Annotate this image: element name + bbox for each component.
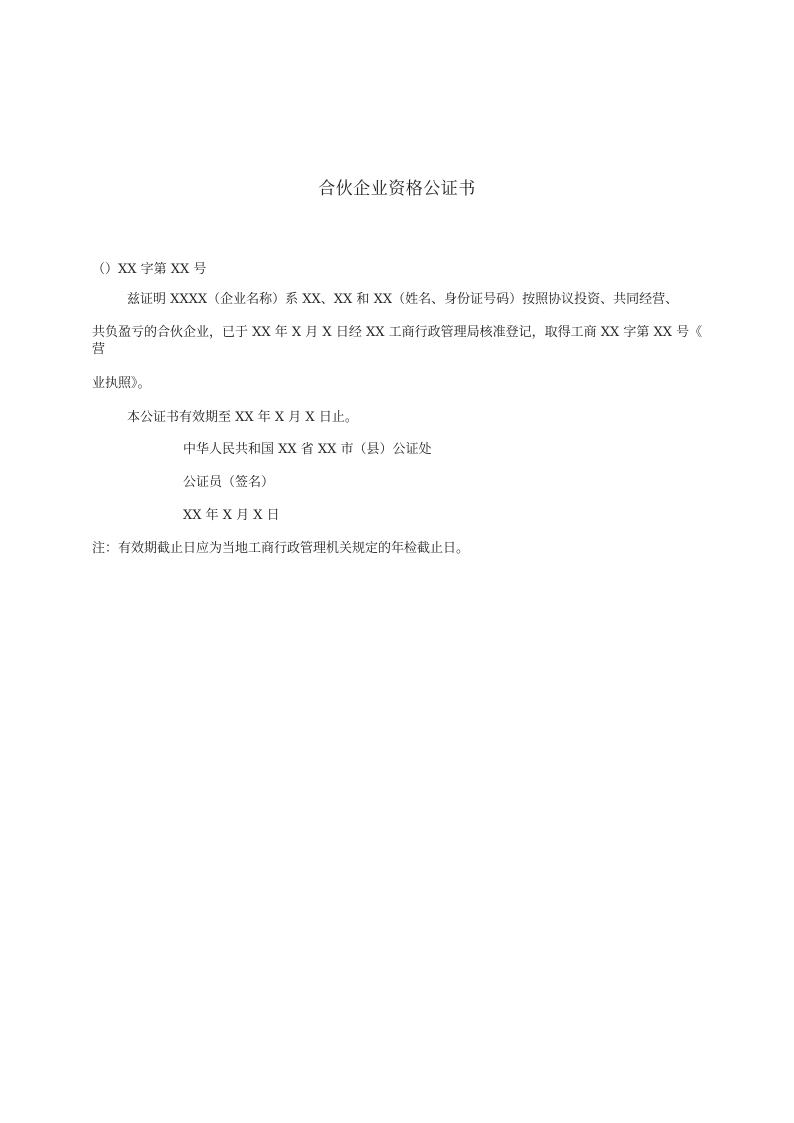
notary-signature: 公证员（签名）: [183, 475, 275, 490]
body-paragraph-1-line-2: 共负盈亏的合伙企业，已于 XX 年 X 月 X 日经 XX 工商行政管理局核准登记，取得工商 XX 字第 XX 号《: [92, 325, 703, 340]
body-paragraph-1-line-3: 营: [92, 342, 106, 357]
body-paragraph-1-line-1: 兹证明 XXXX（企业名称）系 XX、XX 和 XX（姓名、身份证号码）按照协议投资、共同经营、: [127, 292, 679, 307]
body-paragraph-1-line-4: 业执照》。: [92, 376, 151, 391]
notary-office: 中华人民共和国 XX 省 XX 市（县）公证处: [183, 442, 432, 457]
document-title: 合伙企业资格公证书: [318, 179, 476, 199]
footnote: 注：有效期截止日应为当地工商行政管理机关规定的年检截止日。: [92, 541, 470, 556]
signature-date: XX 年 X 月 X 日: [183, 508, 280, 523]
body-paragraph-2: 本公证书有效期至 XX 年 X 月 X 日止。: [127, 410, 358, 425]
certificate-number-line: （）XX 字第 XX 号: [92, 262, 207, 277]
